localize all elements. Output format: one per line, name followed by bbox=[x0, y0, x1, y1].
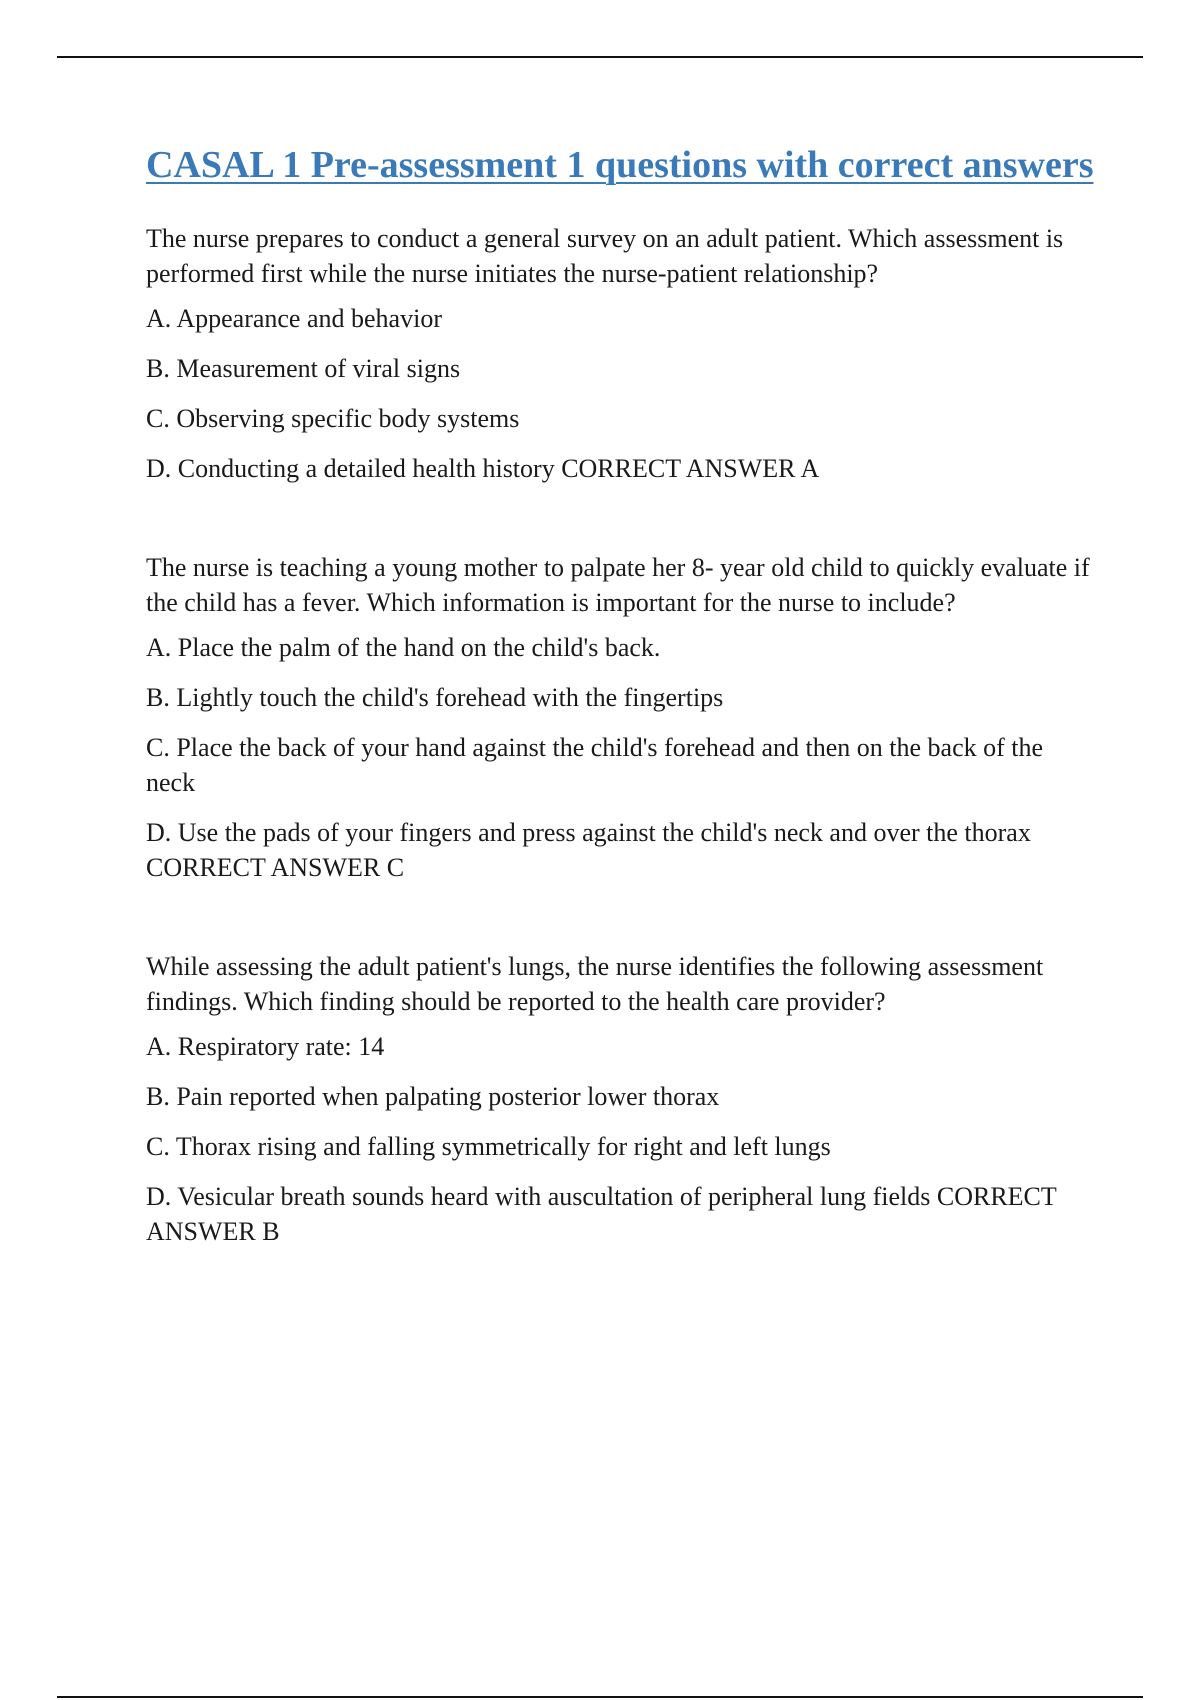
answer-option-a: A. Place the palm of the hand on the child's back. bbox=[146, 633, 661, 662]
answer-option-b: B. Lightly touch the child's forehead with the fingertips bbox=[146, 683, 724, 712]
answer-option-b: B. Pain reported when palpating posterior lower thorax bbox=[146, 1082, 720, 1111]
question-3 bbox=[146, 949, 1096, 1249]
question-stem: While assessing the adult patient's lungs, the nurse identifies the following assessment findings. Which finding should be reported to the health care provider? bbox=[146, 952, 1044, 1016]
answer-option-c: C. Thorax rising and falling symmetrically for right and left lungs bbox=[146, 1132, 831, 1161]
answer-option-d: D. Vesicular breath sounds heard with auscultation of peripheral lung fields CORRECT ANSWER B bbox=[146, 1182, 1057, 1246]
answer-option-d: D. Use the pads of your fingers and press against the child's neck and over the thorax CORRECT ANSWER C bbox=[146, 818, 1031, 882]
question-2 bbox=[146, 550, 1096, 885]
answer-option-d: D. Conducting a detailed health history CORRECT ANSWER A bbox=[146, 454, 820, 483]
document-title: CASAL 1 Pre-assessment 1 questions with correct answers bbox=[146, 144, 1094, 186]
answer-option-c: C. Place the back of your hand against the child's forehead and then on the back of the neck bbox=[146, 733, 1044, 797]
answer-option-b: B. Measurement of viral signs bbox=[146, 354, 461, 383]
document-body bbox=[146, 140, 1096, 1249]
answer-option-a: A. Appearance and behavior bbox=[146, 304, 442, 333]
footer-rule bbox=[57, 1696, 1143, 1698]
question-stem: The nurse prepares to conduct a general survey on an adult patient. Which assessment is performed first while the nurse initiates the nurse-patient relationship? bbox=[146, 224, 1064, 288]
answer-option-a: A. Respiratory rate: 14 bbox=[146, 1032, 385, 1061]
answer-option-c: C. Observing specific body systems bbox=[146, 404, 520, 433]
question-stem: The nurse is teaching a young mother to palpate her 8- year old child to quickly evaluate if the child has a fever. Which information is important for the nurse to include? bbox=[146, 553, 1090, 617]
question-1 bbox=[146, 221, 1096, 486]
header-rule bbox=[57, 56, 1143, 58]
